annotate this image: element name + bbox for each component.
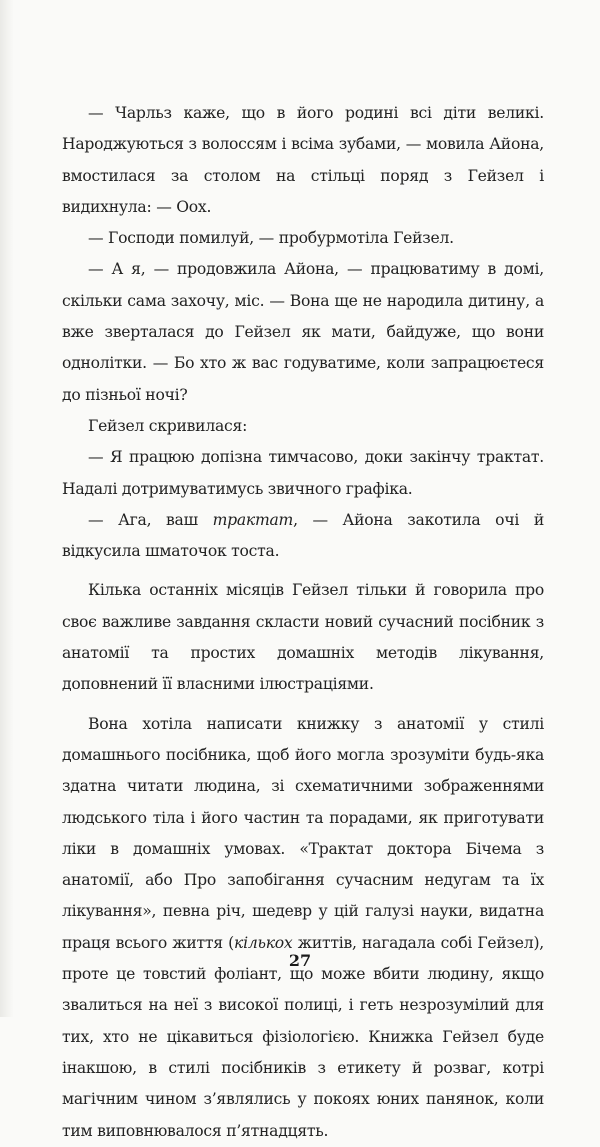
paragraph-6-end: , — Айона закотила очі й відкусила шматочок тоста. <box>62 510 544 561</box>
paragraph-6 <box>62 505 544 568</box>
book-page-text <box>62 98 544 1147</box>
page-number: 27 <box>288 951 312 970</box>
paragraph-7: Кілька останніх місяців Гейзел тільки й говорила про своє важливе завдання скласти новий сучасний посібник з анатомії та простих домашніх методів лікування, доповнений її власними ілюстраціями. <box>62 581 544 694</box>
paragraph-8 <box>62 709 544 1147</box>
paragraph-8-end: життів, нагадала собі Гейзел), проте це товстий фоліант, що може вбити людину, якщо звалиться на неї з високої полиці, і геть незрозумілий для тих, хто не цікавиться фізіологією. Книжка Гейзел буде інакшою, в стилі посібників з етикету й розваг, котрі магічним чином з’являлись у покоях юних панянок, коли тим виповнювалося п’ятнадцять. <box>62 933 544 1140</box>
paragraph-6-start: — Ага, ваш <box>88 510 213 529</box>
paragraph-8-start: Вона хотіла написати книжку з анатомії у стилі домашнього посібника, щоб його могла зрозуміти будь-яка здатна читати людина, зі схематичними зображеннями людського тіла і його частин та порадами, як приготувати ліки в домашніх умовах. «Трактат доктора Бічема з анатомії, або Про запобігання сучасним недугам та їх лікування», певна річ, шедевр у цій галузі науки, видатна праця всього життя ( <box>62 714 544 952</box>
page-spine-shadow <box>0 0 14 1017</box>
paragraph-5: — Я працюю допізна тимчасово, доки закінчу трактат. Надалі дотримуватимусь звичного графіка. <box>62 448 544 498</box>
paragraph-1: — Чарльз каже, що в його родині всі діти великі. Народжуються з волоссям і всіма зубами, — мовила Айона, вмостилася за столом на стільці поряд з Гейзел і видихнула: — Оох. <box>62 104 544 216</box>
paragraph-3: — А я, — продовжила Айона, — працюватиму в домі, скільки сама захочу, міс. — Вона ще не народила дитину, а вже зверталася до Гейзел як мати, байдуже, що вони однолітки. — Бо хто ж вас годуватиме, коли запрацюєтеся до пізньої ночі? <box>62 260 544 404</box>
paragraph-8-italic: кількох <box>234 933 293 952</box>
paragraph-6-italic: трактат <box>212 510 294 529</box>
paragraph-2: — Господи помилуй, — пробурмотіла Гейзел. <box>88 229 454 248</box>
paragraph-4: Гейзел скривилася: <box>88 416 248 435</box>
